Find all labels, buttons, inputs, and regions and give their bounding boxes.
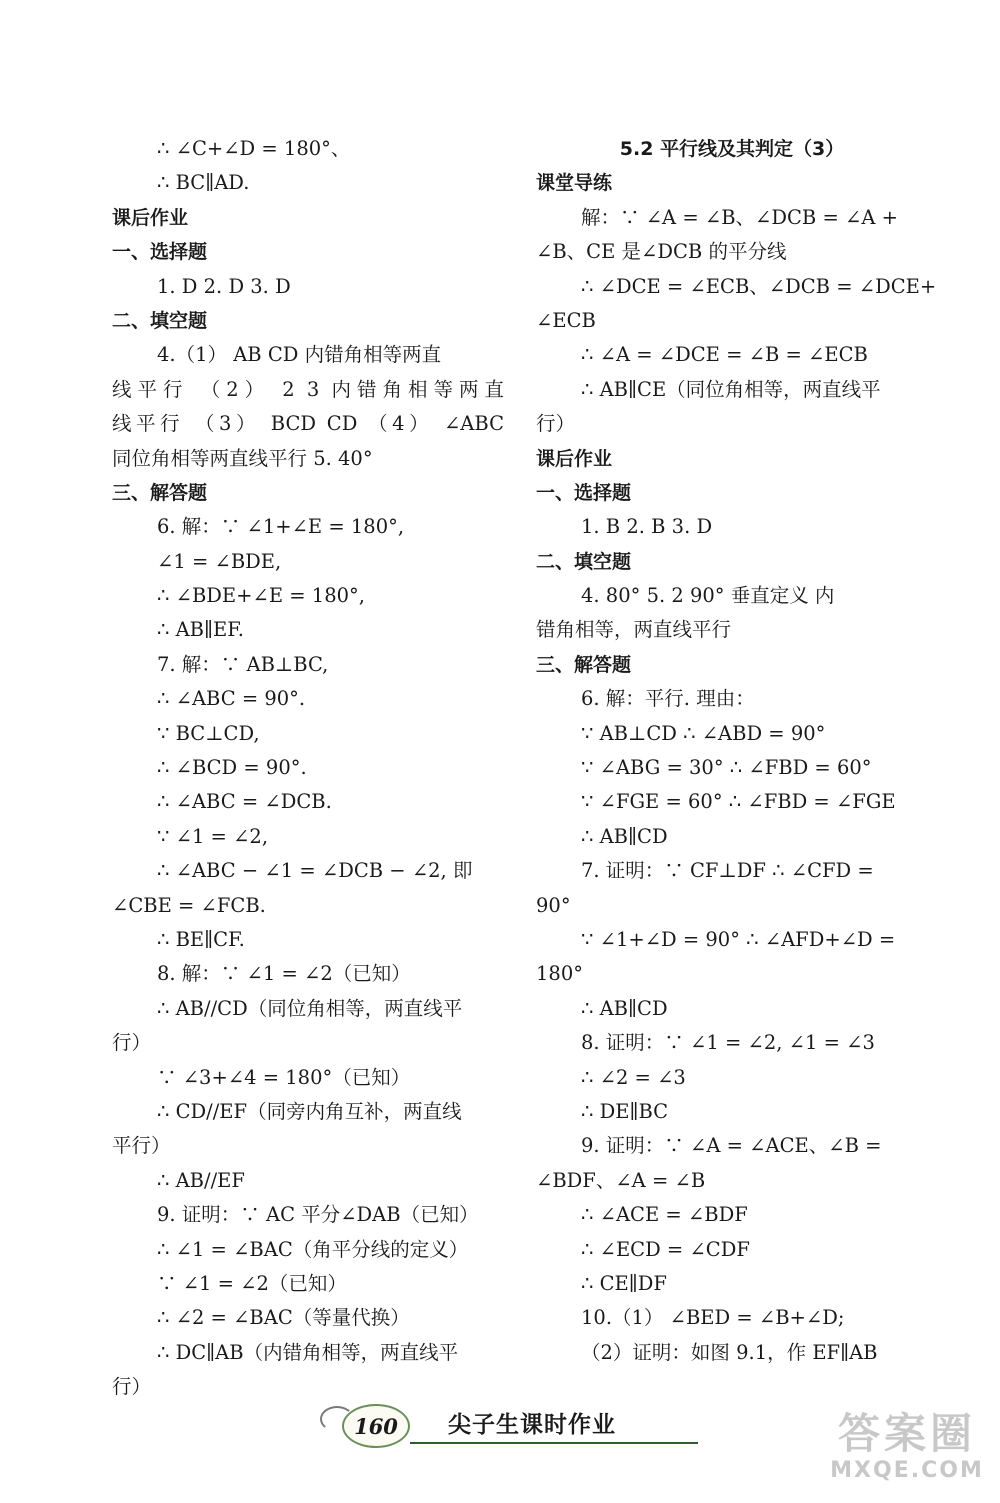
text-line: ∵ AB⊥CD ∴ ∠ABD = 90° <box>581 721 826 745</box>
text-line: 6. 解：∵ ∠1+∠E = 180°, <box>157 515 405 539</box>
book-title: 尖子生课时作业 <box>448 1412 616 1438</box>
text-line: ∴ ∠BDE+∠E = 180°, <box>157 584 365 608</box>
text-line: ∴ AB//EF <box>157 1168 245 1192</box>
text-line: 8. 证明：∵ ∠1 = ∠2, ∠1 = ∠3 <box>581 1031 875 1055</box>
page-number: 160 <box>342 1404 410 1448</box>
text-line: ∴ AB∥CD <box>581 996 668 1020</box>
text-line: ∴ BC∥AD. <box>157 171 250 195</box>
text-line: ∴ ∠C+∠D = 180°、 <box>157 137 351 160</box>
text-line: ∴ ∠ACE = ∠BDF <box>581 1203 748 1227</box>
text-line: ∴ DE∥BC <box>581 1099 669 1123</box>
text-line: ∠CBE = ∠FCB. <box>112 893 266 917</box>
right-column <box>536 132 937 1370</box>
watermark-text: 答案圈 <box>837 1409 976 1458</box>
text-line: ∴ AB∥CE（同位角相等，两直线平 <box>581 377 881 401</box>
text-line: ∠1 = ∠BDE, <box>157 549 282 573</box>
text-line: 9. 证明：∵ ∠A = ∠ACE、∠B = <box>581 1134 882 1158</box>
text-line: ∵ BC⊥CD, <box>157 721 260 745</box>
text-line: 课堂导练 <box>536 172 613 195</box>
text-line: ∴ ∠ABC − ∠1 = ∠DCB − ∠2, 即 <box>157 859 473 883</box>
text-line: ∵ ∠FGE = 60° ∴ ∠FBD = ∠FGE <box>581 790 896 814</box>
text-line: ∠ECB <box>536 308 596 332</box>
text-line: 10.（1） ∠BED = ∠B+∠D; <box>581 1306 845 1330</box>
left-column <box>112 132 504 1404</box>
text-line: 90° <box>536 893 571 917</box>
text-line: 行） <box>536 412 576 436</box>
text-line: ∠BDF、∠A = ∠B <box>536 1168 706 1192</box>
text-line: 1. D 2. D 3. D <box>157 274 291 298</box>
text-line: ∴ ∠BCD = 90°. <box>157 756 307 780</box>
text-line: 课后作业 <box>112 206 189 229</box>
text-line: ∴ BE∥CF. <box>157 927 245 951</box>
text-line: ∴ ∠2 = ∠3 <box>581 1065 686 1089</box>
text-line: （2）证明：如图 9.1，作 EF∥AB <box>581 1340 878 1364</box>
text-line: ∴ AB//CD（同位角相等，两直线平 <box>157 996 463 1020</box>
text-line: 7. 解：∵ AB⊥BC, <box>157 652 329 676</box>
text-line: ∴ CE∥DF <box>581 1271 667 1295</box>
text-line: ∠B、CE 是∠DCB 的平分线 <box>536 240 787 264</box>
text-line: ∵ ∠3+∠4 = 180°（已知） <box>157 1065 411 1089</box>
watermark-url: MXQE.COM <box>830 1458 984 1483</box>
text-line: ∴ AB∥CD <box>581 824 668 848</box>
text-line: 8. 解：∵ ∠1 = ∠2（已知） <box>157 962 411 986</box>
text-line: 行） <box>112 1375 152 1399</box>
text-line: 错角相等，两直线平行 <box>536 618 732 642</box>
text-line: ∵ ∠1 = ∠2, <box>157 824 269 848</box>
text-line: 线平行 （2） 2 3 内错角相等两直 <box>112 377 504 401</box>
text-line: ∴ DC∥AB（内错角相等，两直线平 <box>157 1340 459 1364</box>
text-line: 一、选择题 <box>536 481 632 504</box>
text-line: ∴ ∠1 = ∠BAC（角平分线的定义） <box>157 1237 469 1261</box>
text-line: 三、解答题 <box>536 653 632 676</box>
text-line: ∴ ∠ECD = ∠CDF <box>581 1237 750 1261</box>
text-line: 同位角相等两直线平行 5. 40° <box>112 446 373 470</box>
text-line: ∴ ∠2 = ∠BAC（等量代换） <box>157 1306 410 1330</box>
text-line: ∴ ∠A = ∠DCE = ∠B = ∠ECB <box>581 343 868 367</box>
text-line: 三、解答题 <box>112 481 208 504</box>
text-line: ∴ ∠ABC = ∠DCB. <box>157 790 332 814</box>
text-line: 平行） <box>112 1134 171 1158</box>
text-line: 行） <box>112 1031 152 1055</box>
text-line: 二、填空题 <box>112 309 208 332</box>
text-line: ∴ AB∥EF. <box>157 618 244 642</box>
text-line: 1. B 2. B 3. D <box>581 515 713 539</box>
text-line: 7. 证明：∵ CF⊥DF ∴ ∠CFD = <box>581 859 874 883</box>
text-line: ∴ ∠ABC = 90°. <box>157 687 306 711</box>
text-line: ∵ ∠1+∠D = 90° ∴ ∠AFD+∠D = <box>581 927 896 951</box>
text-line: 二、填空题 <box>536 550 632 573</box>
text-line: 6. 解：平行. 理由： <box>581 687 755 711</box>
text-line: ∴ CD//EF（同旁内角互补，两直线 <box>157 1099 462 1123</box>
text-line: 5.2 平行线及其判定（3） <box>619 138 845 160</box>
text-line: 线平行 （3） BCD CD （4） ∠ABC <box>112 412 504 436</box>
text-line: 4.（1） AB CD 内错角相等两直 <box>157 343 442 367</box>
text-line: ∵ ∠ABG = 30° ∴ ∠FBD = 60° <box>581 756 872 780</box>
text-line: ∴ ∠DCE = ∠ECB、∠DCB = ∠DCE+ <box>581 274 937 298</box>
footer-divider <box>410 1442 698 1444</box>
text-line: 9. 证明：∵ AC 平分∠DAB（已知） <box>157 1203 479 1227</box>
text-line: 180° <box>536 962 583 986</box>
text-line: ∵ ∠1 = ∠2（已知） <box>157 1271 347 1295</box>
text-line: 4. 80° 5. 2 90° 垂直定义 内 <box>581 584 835 608</box>
text-line: 一、选择题 <box>112 241 208 264</box>
watermark-logo <box>822 1410 992 1496</box>
page-footer <box>320 1398 700 1458</box>
text-line: 解：∵ ∠A = ∠B、∠DCB = ∠A + <box>581 205 898 229</box>
text-line: 课后作业 <box>536 447 613 470</box>
